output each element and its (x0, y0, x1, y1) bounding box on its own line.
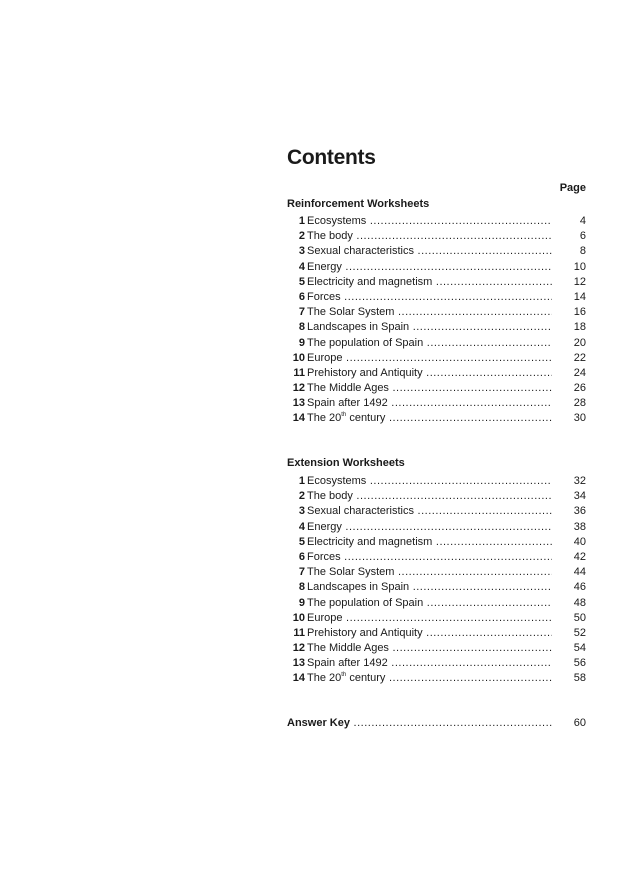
entry-number: 12 (292, 642, 305, 655)
entry-title: Landscapes in Spain (307, 321, 410, 334)
entry-number: 1 (298, 475, 305, 487)
entry-number: 14 (292, 672, 305, 685)
entry-number: 2 (298, 490, 305, 503)
answer-key-entry (287, 716, 586, 731)
toc-entry (287, 229, 586, 244)
entry-page-number: 24 (573, 366, 586, 379)
entry-number: 10 (292, 611, 305, 624)
entry-page-number: 52 (573, 626, 586, 639)
toc-entry (287, 305, 586, 320)
entry-title: Sexual characteristics (307, 245, 414, 258)
toc-entry (287, 671, 586, 686)
entry-number: 6 (298, 290, 305, 303)
entry-number: 11 (293, 366, 305, 379)
entry-number: 9 (298, 596, 305, 609)
entry-number: 8 (298, 321, 305, 334)
toc-entry (287, 381, 586, 396)
entry-number: 8 (298, 581, 305, 594)
entry-title: The 20 (307, 412, 342, 425)
entry-page-number: 50 (573, 611, 586, 624)
entry-title: Ecosystems (307, 475, 367, 487)
entry-number: 5 (298, 275, 305, 288)
entry-page-number: 12 (573, 275, 586, 288)
entry-title: Europe (307, 611, 343, 624)
extension-entries (287, 474, 586, 687)
toc-entry (287, 520, 586, 535)
entry-title: Energy (307, 520, 342, 533)
toc-entry (287, 351, 586, 366)
toc-entry (287, 474, 586, 489)
entry-title: Prehistory and Antiquity (307, 366, 423, 379)
toc-entry (287, 290, 586, 305)
page-title: Contents (287, 146, 376, 169)
entry-page-number: 16 (573, 306, 586, 319)
entry-number: 7 (298, 306, 305, 319)
toc-entry (287, 611, 586, 626)
entry-number: 13 (292, 657, 305, 670)
toc-entry (287, 580, 586, 595)
toc-entry (287, 626, 586, 641)
entry-number: 5 (298, 535, 305, 548)
entry-title: Forces (307, 550, 341, 563)
entry-number: 9 (298, 336, 305, 349)
entry-page-number: 28 (573, 397, 586, 410)
entry-title-superscript: th (341, 672, 347, 679)
entry-number: 4 (298, 520, 305, 533)
entry-title: The body (307, 490, 353, 503)
entry-title: Electricity and magnetism (307, 535, 433, 548)
entry-number: 13 (292, 397, 305, 410)
entry-page-number: 8 (579, 245, 586, 258)
entry-number: 3 (298, 245, 305, 258)
toc-entry (287, 656, 586, 671)
entry-title: The Middle Ages (307, 382, 389, 395)
toc-entry (287, 275, 586, 290)
entry-title: Electricity and magnetism (307, 275, 433, 288)
entry-number: 14 (292, 412, 305, 425)
answer-key-label: Answer Key (287, 717, 350, 729)
entry-page-number: 10 (573, 260, 586, 273)
entry-page-number: 14 (573, 290, 586, 303)
toc-entry (287, 535, 586, 550)
entry-number: 3 (298, 505, 305, 518)
entry-page-number: 6 (579, 230, 586, 243)
entry-number: 1 (298, 215, 305, 227)
page-column-header: Page (559, 182, 586, 194)
entry-page-number: 32 (573, 475, 586, 487)
entry-title-suffix: century (346, 672, 386, 685)
entry-number: 12 (292, 382, 305, 395)
entry-title-superscript: th (341, 412, 347, 419)
entry-title: The Solar System (307, 306, 395, 319)
section-title-extension: Extension Worksheets (287, 457, 405, 469)
entry-page-number: 20 (573, 336, 586, 349)
section-title-reinforcement: Reinforcement Worksheets (287, 198, 430, 210)
entry-title: The body (307, 230, 353, 243)
entry-number: 10 (292, 351, 305, 364)
entry-page-number: 46 (573, 581, 586, 594)
entry-page-number: 4 (579, 215, 586, 227)
entry-page-number: 18 (573, 321, 586, 334)
entry-title: Energy (307, 260, 342, 273)
entry-page-number: 22 (573, 351, 586, 364)
entry-title: Spain after 1492 (307, 657, 388, 670)
entry-number: 11 (293, 626, 305, 639)
toc-entry (287, 565, 586, 580)
entry-number: 2 (298, 230, 305, 243)
entry-page-number: 38 (573, 520, 586, 533)
toc-entry (287, 366, 586, 381)
entry-number: 7 (298, 566, 305, 579)
toc-entry (287, 336, 586, 351)
entry-page-number: 56 (573, 657, 586, 670)
toc-entry (287, 596, 586, 611)
toc-entry (287, 214, 586, 229)
toc-entry (287, 504, 586, 519)
entry-page-number: 58 (573, 672, 586, 685)
entry-title-suffix: century (346, 412, 386, 425)
entry-title: Ecosystems (307, 215, 367, 227)
entry-title: Europe (307, 351, 343, 364)
toc-entry (287, 411, 586, 426)
entry-title: The Middle Ages (307, 642, 389, 655)
toc-entry (287, 320, 586, 335)
entry-title: The population of Spain (307, 336, 424, 349)
toc-entry (287, 641, 586, 656)
entry-number: 6 (298, 550, 305, 563)
entry-page-number: 44 (573, 566, 586, 579)
entry-page-number: 34 (573, 490, 586, 503)
entry-page-number: 36 (573, 505, 586, 518)
entry-page-number: 54 (573, 642, 586, 655)
entry-title: Forces (307, 290, 341, 303)
entry-title: Prehistory and Antiquity (307, 626, 423, 639)
toc-entry (287, 489, 586, 504)
entry-page-number: 42 (573, 550, 586, 563)
entry-title: Spain after 1492 (307, 397, 388, 410)
entry-title: Sexual characteristics (307, 505, 414, 518)
entry-page-number: 26 (573, 382, 586, 395)
entry-title: The 20 (307, 672, 342, 685)
entry-page-number: 48 (573, 596, 586, 609)
entry-page-number: 30 (573, 412, 586, 425)
entry-page-number: 40 (573, 535, 586, 548)
answer-key-page: 60 (573, 717, 586, 729)
entry-title: The population of Spain (307, 596, 424, 609)
toc-entry (287, 396, 586, 411)
reinforcement-entries (287, 214, 586, 427)
entry-title: The Solar System (307, 566, 395, 579)
toc-entry (287, 550, 586, 565)
entry-title: Landscapes in Spain (307, 581, 410, 594)
entry-number: 4 (298, 260, 305, 273)
toc-entry (287, 244, 586, 259)
toc-entry (287, 260, 586, 275)
